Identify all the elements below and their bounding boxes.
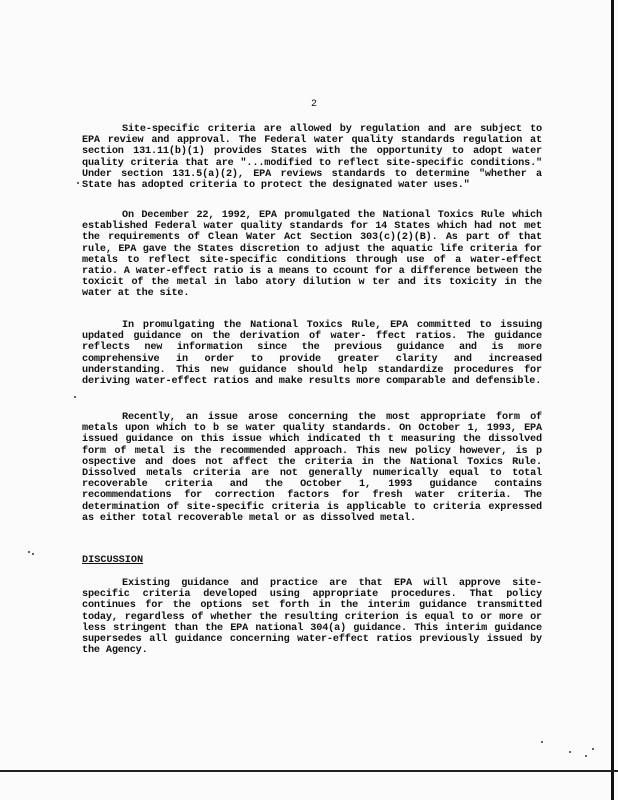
paragraph-updated-guidance: In promulgating the National Toxics Rule, EPA committed to issuing updated guidance on the derivation of water- ffect ratios. The guidance reflects new information since the previous guidance and is more comprehensive in order to provide greater clarity and increased understanding. This new guidance should help standardize procedures for deriving water-effect ratios and make results more comparable and defensible. bbox=[82, 320, 548, 388]
page-number: 2 bbox=[311, 99, 318, 110]
scan-speck bbox=[569, 751, 571, 753]
scan-speck bbox=[592, 748, 594, 750]
scan-speck bbox=[541, 741, 543, 743]
scan-speck bbox=[32, 553, 34, 555]
discussion-heading: DISCUSSION bbox=[82, 555, 144, 566]
scan-speck bbox=[77, 182, 79, 184]
scan-edge-bottom bbox=[0, 770, 618, 772]
scan-speck bbox=[585, 755, 587, 757]
paragraph-site-specific-criteria: Site-specific criteria are allowed by regulation and are subject to EPA review and approval. The Federal water quality standards regulation at section 131.11(b)(1) provides States with the opportunity to adopt water quality criteria that are "...modified to reflect site-specific conditions." Under section 131.5(a)(2), EPA reviews standards to determine "whether a State has adopted criteria to protect the designated water uses." bbox=[82, 124, 548, 192]
paragraph-dissolved-metals: Recently, an issue arose concerning the most appropriate form of metals upon which to b se water quality standards. On October 1, 1993, EPA issued guidance on this issue which indicated th t measuring the dissolved form of metal is the recommended approach. This new policy however, is p ospective and does not affect the criteria in the National Toxics Rule. Dissolved metals criteria are not generally numerically equal to total recoverable criteria and the October 1, 1993 guidance contains recommendations for correction factors for fresh water criteria. The determination of site-specific criteria is applicable to criteria expressed as either total recoverable metal or as dissolved metal. bbox=[82, 412, 548, 524]
scan-speck bbox=[28, 551, 30, 553]
paragraph-national-toxics-rule: On December 22, 1992, EPA promulgated the National Toxics Rule which established Federal water quality standards for 14 States which had not met the requirements of Clean Water Act Section 303(c)(2)(B). As part of that rule, EPA gave the States discretion to adjust the aquatic life criteria for metals to reflect site-specific conditions through use of a water-effect ratio. A water-effect ratio is a means to ccount for a difference between the toxicit of the metal in labo atory dilution w ter and its toxicity in the water at the site. bbox=[82, 210, 548, 300]
scan-edge-right bbox=[611, 0, 614, 800]
scan-speck bbox=[74, 396, 76, 398]
paragraph-existing-guidance: Existing guidance and practice are that EPA will approve site- specific criteria developed using appropriate procedures. That policy continues for the options set forth in the interim guidance transmitted today, regardless of whether the resulting criterion is equal to or more or less stringent than the EPA national 304(a) guidance. This interim guidance supersedes all guidance concerning water-effect ratios previously issued by the Agency. bbox=[82, 578, 548, 657]
